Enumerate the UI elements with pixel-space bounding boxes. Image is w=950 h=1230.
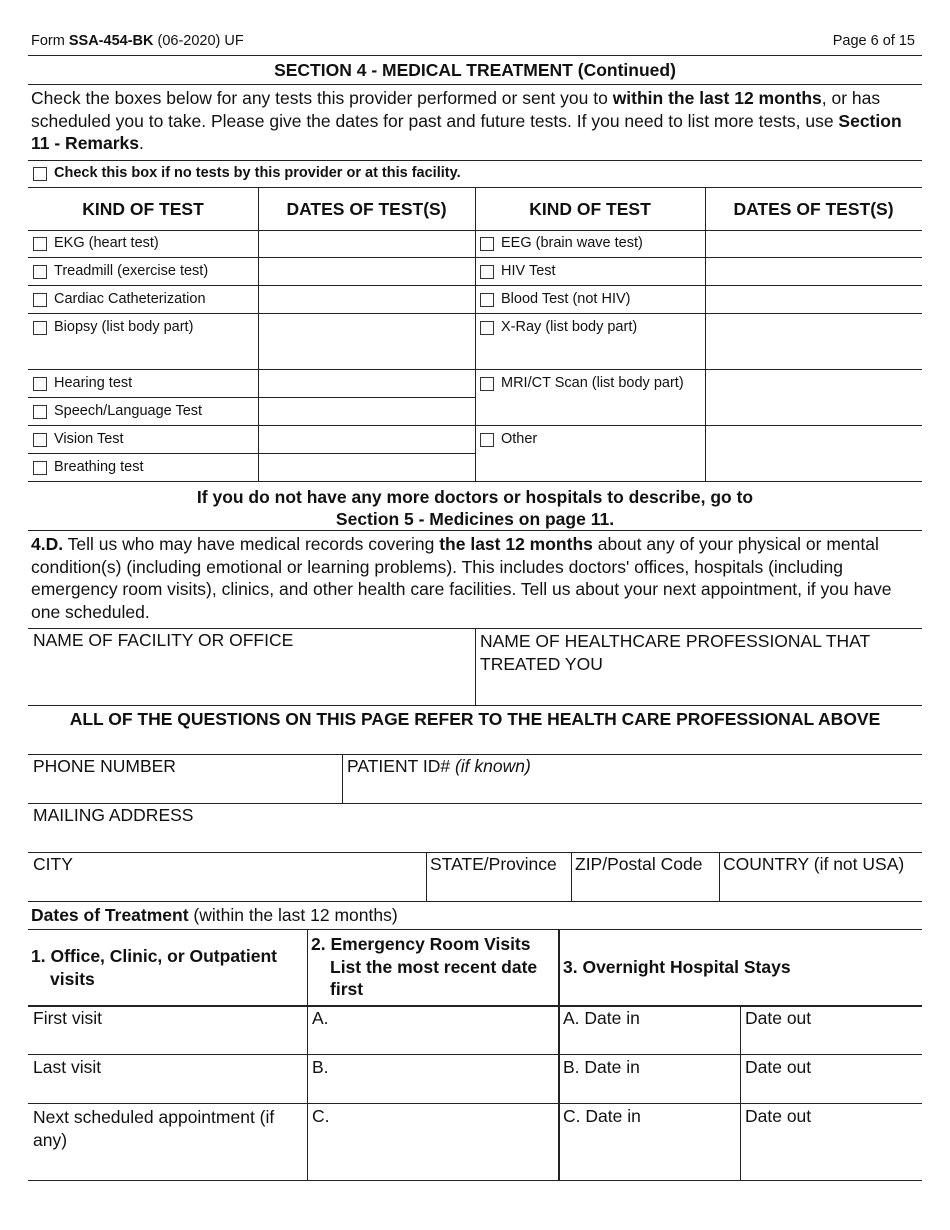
- first-visit-input[interactable]: [29, 1030, 305, 1053]
- other-checkbox[interactable]: [480, 433, 494, 447]
- test-date-input[interactable]: [259, 454, 474, 481]
- test-label: Hearing test: [54, 375, 133, 391]
- zip-input[interactable]: [573, 878, 718, 900]
- facility-name-label: NAME OF FACILITY OR OFFICE: [33, 630, 294, 650]
- date-out-a-input[interactable]: [822, 1007, 921, 1053]
- visit-label: Last visit: [33, 1057, 102, 1077]
- patient-id-label: PATIENT ID# (if known): [347, 756, 531, 776]
- col-header-office-visits: 1. Office, Clinic, or Outpatient visits: [31, 946, 277, 989]
- test-date-input[interactable]: [706, 426, 921, 481]
- visit-label: First visit: [33, 1008, 103, 1028]
- test-label: Other: [501, 431, 538, 447]
- er-visit-b-input[interactable]: [330, 1056, 556, 1102]
- date-in-b-input[interactable]: [655, 1056, 739, 1102]
- col-header-kind-of-test: KIND OF TEST: [529, 199, 651, 219]
- professional-name-label: NAME OF HEALTHCARE PROFESSIONAL THAT TREATED YOU: [480, 631, 870, 674]
- date-in-label: B. Date in: [563, 1057, 640, 1077]
- date-in-a-input[interactable]: [655, 1007, 739, 1053]
- ekg-checkbox[interactable]: [33, 237, 47, 251]
- question-4d: 4.D. Tell us who may have medical records covering the last 12 months about any of your physical or mental condition(s) (including emotional or learning problems). This includes doctors' offices, hospitals (including emergency room visits), clinics, and other health care facilities. Tell us about your next appointment, if you have one scheduled.: [31, 534, 892, 622]
- test-label: HIV Test: [501, 263, 556, 279]
- state-input[interactable]: [428, 878, 570, 900]
- breathing-checkbox[interactable]: [33, 461, 47, 475]
- phone-label: PHONE NUMBER: [33, 756, 176, 776]
- test-label: MRI/CT Scan (list body part): [501, 375, 684, 391]
- hearing-checkbox[interactable]: [33, 377, 47, 391]
- col-header-kind-of-test: KIND OF TEST: [82, 199, 204, 219]
- instructions: Check the boxes below for any tests this provider performed or sent you to within the last 12 months, or has scheduled you to take. Please give the dates for past and future tests. If you need to list more tests, use Section 11 - Remarks.: [31, 88, 902, 153]
- vision-checkbox[interactable]: [33, 433, 47, 447]
- no-tests-label: Check this box if no tests by this provider or at this facility.: [54, 165, 461, 181]
- xray-checkbox[interactable]: [480, 321, 494, 335]
- er-label: A.: [312, 1008, 329, 1028]
- test-label: Biopsy (list body part): [54, 319, 194, 335]
- section-title: SECTION 4 - MEDICAL TREATMENT (Continued): [274, 60, 676, 80]
- zip-label: ZIP/Postal Code: [575, 854, 703, 874]
- test-label: Breathing test: [54, 459, 144, 475]
- date-out-b-input[interactable]: [822, 1056, 921, 1102]
- facility-name-input[interactable]: [29, 655, 473, 703]
- page-number: Page 6 of 15: [832, 33, 915, 49]
- col-header-er-visits: 2. Emergency Room Visits List the most recent date first: [311, 934, 538, 999]
- last-visit-input[interactable]: [29, 1079, 305, 1102]
- date-out-label: Date out: [745, 1008, 812, 1028]
- col-header-dates-of-tests: DATES OF TEST(S): [733, 199, 894, 219]
- test-label: EKG (heart test): [54, 235, 159, 251]
- all-questions-note: ALL OF THE QUESTIONS ON THIS PAGE REFER TO THE HEALTH CARE PROFESSIONAL ABOVE: [69, 709, 881, 729]
- test-date-input[interactable]: [706, 231, 921, 257]
- divider: [28, 84, 922, 85]
- form-id: Form SSA-454-BK (06-2020) UF: [31, 33, 244, 49]
- goto-note-line1: If you do not have any more doctors or hospitals to describe, go to: [196, 487, 754, 507]
- date-out-label: Date out: [745, 1057, 812, 1077]
- hiv-checkbox[interactable]: [480, 265, 494, 279]
- er-visit-c-input[interactable]: [330, 1105, 556, 1179]
- test-date-input[interactable]: [706, 286, 921, 313]
- treatment-title: Dates of Treatment (within the last 12 months): [31, 905, 398, 925]
- er-label: C.: [312, 1106, 330, 1126]
- goto-note-line2: Section 5 - Medicines on page 11.: [335, 509, 615, 529]
- mailing-address-input[interactable]: [29, 829, 921, 851]
- date-out-c-input[interactable]: [822, 1105, 921, 1179]
- er-label: B.: [312, 1057, 329, 1077]
- test-label: Treadmill (exercise test): [54, 263, 209, 279]
- date-in-label: C. Date in: [563, 1106, 641, 1126]
- test-label: Cardiac Catheterization: [54, 291, 206, 307]
- divider: [28, 55, 922, 56]
- state-label: STATE/Province: [430, 854, 557, 874]
- visit-label: Next scheduled appointment (if any): [33, 1107, 275, 1150]
- col-header-dates-of-tests: DATES OF TEST(S): [286, 199, 447, 219]
- test-date-input[interactable]: [259, 370, 474, 397]
- test-label: Blood Test (not HIV): [501, 291, 631, 307]
- treadmill-checkbox[interactable]: [33, 265, 47, 279]
- phone-input[interactable]: [29, 780, 340, 802]
- country-label: COUNTRY (if not USA): [723, 854, 905, 874]
- test-date-input[interactable]: [259, 258, 474, 285]
- col-header-hospital-stays: 3. Overnight Hospital Stays: [563, 957, 791, 977]
- eeg-checkbox[interactable]: [480, 237, 494, 251]
- patient-id-input[interactable]: [344, 780, 921, 802]
- test-label: EEG (brain wave test): [501, 235, 643, 251]
- test-date-input[interactable]: [706, 370, 921, 425]
- mri-ct-checkbox[interactable]: [480, 377, 494, 391]
- blood-test-checkbox[interactable]: [480, 293, 494, 307]
- goto-note: [28, 486, 922, 530]
- er-visit-a-input[interactable]: [330, 1007, 556, 1053]
- biopsy-checkbox[interactable]: [33, 321, 47, 335]
- date-out-label: Date out: [745, 1106, 812, 1126]
- city-input[interactable]: [29, 878, 424, 900]
- city-label: CITY: [33, 854, 73, 874]
- cardiac-cath-checkbox[interactable]: [33, 293, 47, 307]
- test-label: Vision Test: [54, 431, 124, 447]
- test-label: X-Ray (list body part): [501, 319, 638, 335]
- country-input[interactable]: [721, 878, 921, 900]
- date-in-label: A. Date in: [563, 1008, 640, 1028]
- test-date-input[interactable]: [259, 286, 474, 313]
- no-tests-checkbox[interactable]: [33, 167, 47, 181]
- speech-checkbox[interactable]: [33, 405, 47, 419]
- test-date-input[interactable]: [259, 398, 474, 425]
- test-date-input[interactable]: [259, 426, 474, 453]
- next-appointment-input[interactable]: [29, 1152, 305, 1179]
- professional-name-input[interactable]: [477, 680, 921, 704]
- test-date-input[interactable]: [706, 314, 921, 369]
- date-in-c-input[interactable]: [655, 1105, 739, 1179]
- test-label: Speech/Language Test: [54, 403, 203, 419]
- test-date-input[interactable]: [259, 231, 474, 257]
- test-date-input[interactable]: [706, 258, 921, 285]
- test-date-input[interactable]: [259, 314, 474, 369]
- mailing-address-label: MAILING ADDRESS: [33, 805, 194, 825]
